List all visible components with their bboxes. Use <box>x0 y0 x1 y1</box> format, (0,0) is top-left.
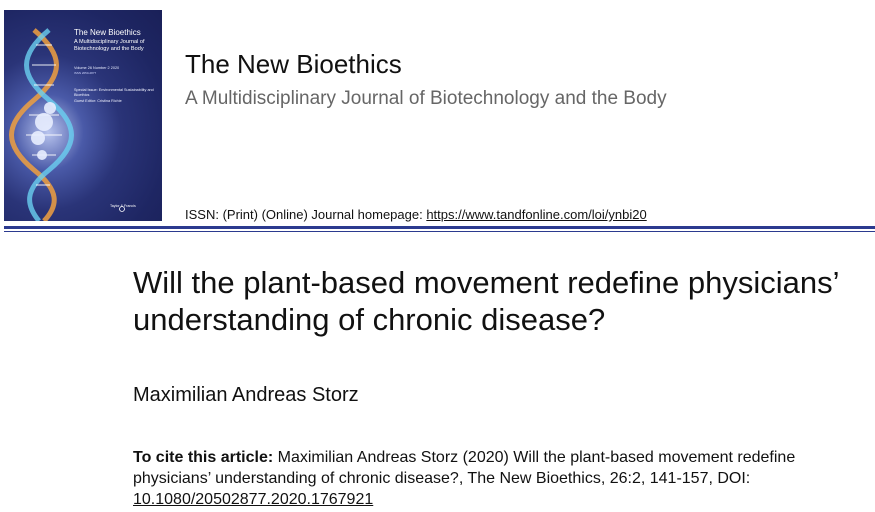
journal-subtitle: A Multidisciplinary Journal of Biotechnology and the Body <box>185 88 667 109</box>
citation-text: Maximilian Andreas Storz (2020) Will the plant-based movement redefine physicians’ understanding of chronic disease?, The New Bioethics, 26:2, 141-157, DOI: <box>133 449 796 487</box>
cover-special-issue: Special Issue: Environmental Sustainability and Bioethics <box>74 88 154 97</box>
issn-text: ISSN: (Print) (Online) Journal homepage: <box>185 207 427 222</box>
journal-title: The New Bioethics <box>185 49 402 79</box>
article-author: Maximilian Andreas Storz <box>133 384 359 406</box>
article-title: Will the plant-based movement redefine physicians’ understanding of chronic disease? <box>133 265 839 337</box>
journal-homepage-link[interactable]: https://www.tandfonline.com/loi/ynbi20 <box>426 207 647 222</box>
cover-volume: Volume 26 Number 2 2020 <box>74 66 120 70</box>
cover-issn: ISSN 2050-2877 <box>74 71 97 75</box>
cover-subtitle: A Multidisciplinary Journal of Biotechnology and the Body <box>74 39 145 52</box>
citation-lead: To cite this article: <box>133 449 274 466</box>
cover-guest-editor: Guest Editor: Cristina Richie <box>74 99 122 103</box>
issn-line <box>185 207 647 222</box>
journal-cover-image <box>4 10 162 221</box>
header-divider <box>4 226 875 229</box>
cover-title: The New Bioethics <box>74 28 141 37</box>
doi-link[interactable]: 10.1080/20502877.2020.1767921 <box>133 491 374 508</box>
header-divider-thin <box>4 231 875 232</box>
citation-block <box>133 447 853 510</box>
publisher-logo: Taylor & Francis <box>110 204 136 208</box>
